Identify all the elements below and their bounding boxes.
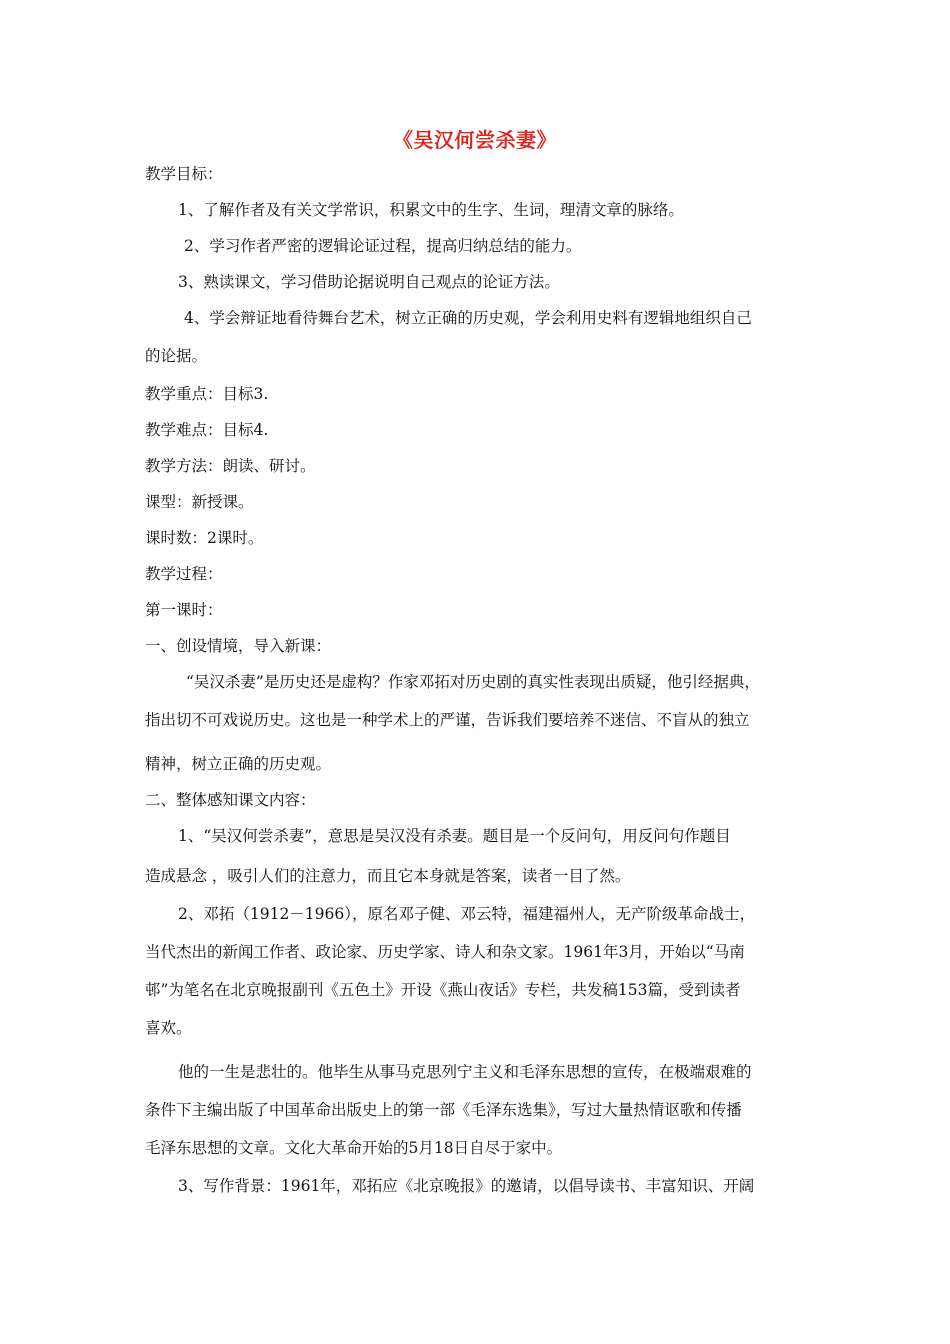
text-line: 3、熟读课文，学习借助论据说明自己观点的论证方法。 — [178, 273, 560, 291]
document-title: 《吴汉何尝杀妻》 — [393, 128, 557, 152]
text-line: 喜欢。 — [145, 1019, 192, 1037]
text-line: 1、“吴汉何尝杀妻”，意思是吴汉没有杀妻。题目是一个反问句，用反问句作题目 — [178, 827, 731, 845]
text-line: “吴汉杀妻”是历史还是虚构？作家邓拓对历史剧的真实性表现出质疑，他引经据典， — [186, 673, 760, 691]
text-line: 教学过程： — [145, 565, 223, 583]
text-line: 的论据。 — [145, 347, 208, 365]
text-line: 第一课时： — [145, 601, 223, 619]
text-line: 课时数：2课时。 — [145, 529, 264, 547]
text-line: 他的一生是悲壮的。他毕生从事马克思列宁主义和毛泽东思想的宣传，在极端艰难的 — [178, 1063, 752, 1081]
text-line: 毛泽东思想的文章。文化大革命开始的5月18日自尽于家中。 — [145, 1139, 563, 1157]
text-line: 教学重点：目标3. — [145, 385, 269, 403]
text-line: 邨”为笔名在北京晚报副刊《五色土》开设《燕山夜话》专栏，共发稿153篇，受到读者 — [145, 981, 741, 999]
text-line: 1、了解作者及有关文学常识，积累文中的生字、生词，理清文章的脉络。 — [178, 201, 684, 219]
text-line: 一、创设情境，导入新课： — [145, 637, 332, 655]
text-line: 指出切不可戏说历史。这也是一种学术上的严谨，告诉我们要培养不迷信、不盲从的独立 — [145, 711, 750, 729]
text-line: 3、写作背景：1961年，邓拓应《北京晚报》的邀请，以倡导读书、丰富知识、开阔 — [178, 1177, 755, 1195]
text-line: 2、邓拓（1912－1966），原名邓子健、邓云特，福建福州人，无产阶级革命战士， — [178, 905, 756, 923]
text-line: 教学难点：目标4. — [145, 421, 269, 439]
text-line: 4、学会辩证地看待舞台艺术，树立正确的历史观，学会利用史料有逻辑地组织自己 — [184, 309, 752, 327]
text-line: 造成悬念 ，吸引人们的注意力，而且它本身就是答案，读者一目了然。 — [145, 867, 631, 885]
text-line: 当代杰出的新闻工作者、政论家、历史学家、诗人和杂文家。1961年3月，开始以“马南 — [145, 943, 745, 961]
text-line: 条件下主编出版了中国革命出版史上的第一部《毛泽东选集》，写过大量热情讴歌和传播 — [145, 1101, 742, 1119]
text-line: 教学方法：朗读、研讨。 — [145, 457, 316, 475]
text-line: 精神，树立正确的历史观。 — [145, 755, 332, 773]
text-line: 二、整体感知课文内容： — [145, 791, 316, 809]
text-line: 2、学习作者严密的逻辑论证过程，提高归纳总结的能力。 — [184, 237, 582, 255]
text-line: 课型：新授课。 — [145, 493, 254, 511]
text-line: 教学目标： — [145, 165, 223, 183]
